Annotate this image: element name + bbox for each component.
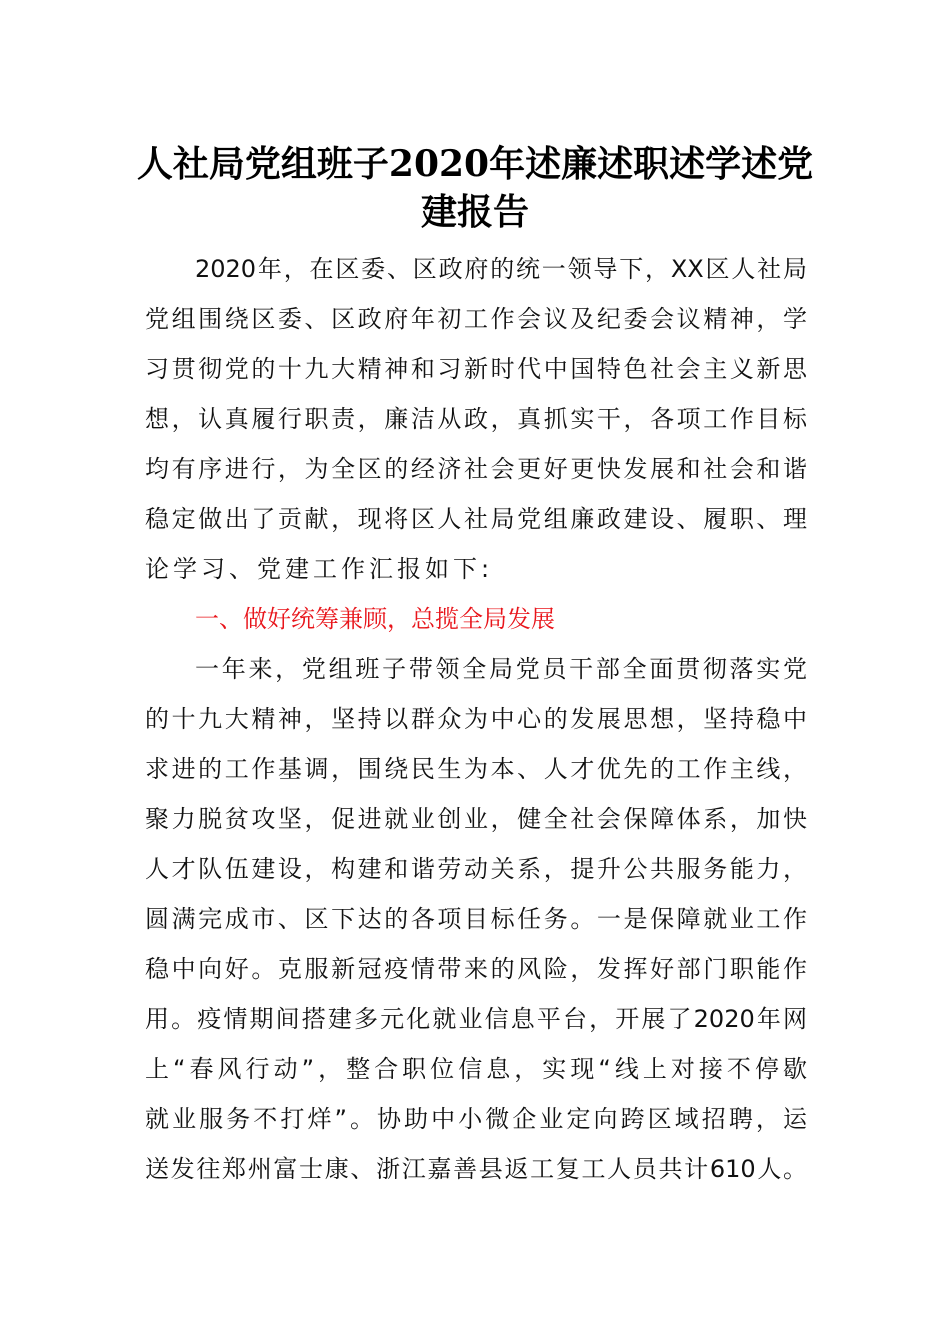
paragraph-line: 稳中向好。克服新冠疫情带来的风险，发挥好部门职能作 [145, 955, 807, 983]
paragraph-line: 习贯彻党的十九大精神和习新时代中国特色社会主义新思 [145, 355, 807, 383]
paragraph-line: 人才队伍建设，构建和谐劳动关系，提升公共服务能力， [145, 855, 807, 883]
title-line-1: 人社局党组班子2020年述廉述职述学述党 [136, 143, 814, 185]
paragraph-line: 均有序进行，为全区的经济社会更好更快发展和社会和谐 [145, 455, 807, 483]
document-body [145, 244, 807, 1194]
paragraph-line: 党组围绕区委、区政府年初工作会议及纪委会议精神，学 [145, 305, 807, 333]
section-paragraph [145, 644, 807, 1194]
paragraph-line: 圆满完成市、区下达的各项目标任务。一是保障就业工作 [145, 905, 807, 933]
document-title [130, 140, 820, 236]
paragraph-line: 一年来，党组班子带领全局党员干部全面贯彻落实党 [195, 655, 807, 683]
paragraph-line: 送发往郑州富士康、浙江嘉善县返工复工人员共计610人。 [145, 1155, 807, 1183]
paragraph-line: 用。疫情期间搭建多元化就业信息平台，开展了2020年网 [145, 1005, 807, 1033]
paragraph-line: 想，认真履行职责，廉洁从政，真抓实干，各项工作目标 [145, 405, 807, 433]
title-line-2: 建报告 [420, 191, 529, 233]
intro-paragraph [145, 244, 807, 594]
paragraph-line: 聚力脱贫攻坚，促进就业创业，健全社会保障体系，加快 [145, 805, 807, 833]
paragraph-line: 的十九大精神，坚持以群众为中心的发展思想，坚持稳中 [145, 705, 807, 733]
paragraph-line: 求进的工作基调，围绕民生为本、人才优先的工作主线， [145, 755, 807, 783]
section-heading: 一、做好统筹兼顾，总揽全局发展 [195, 605, 555, 633]
paragraph-line: 论学习、党建工作汇报如下: [145, 555, 494, 583]
paragraph-line: 就业服务不打烊”。协助中小微企业定向跨区域招聘，运 [145, 1105, 807, 1133]
paragraph-line: 上“春风行动”，整合职位信息，实现“线上对接不停歇 [145, 1055, 807, 1083]
paragraph-line: 稳定做出了贡献，现将区人社局党组廉政建设、履职、理 [145, 505, 807, 533]
paragraph-line: 2020年，在区委、区政府的统一领导下，XX区人社局 [195, 255, 807, 283]
